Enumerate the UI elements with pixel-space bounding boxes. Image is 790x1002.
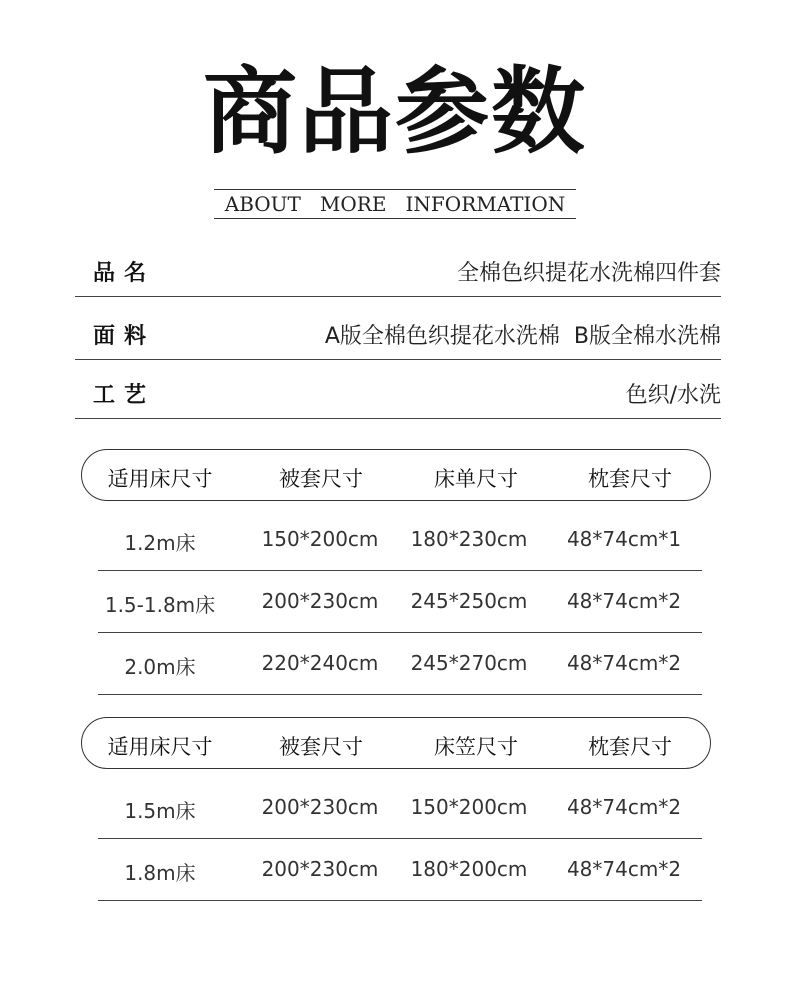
header-cell: 被套尺寸 bbox=[279, 467, 363, 491]
table-cell: 1.2m床 bbox=[124, 531, 196, 555]
table-cell: 220*240cm bbox=[261, 651, 379, 675]
table-cell: 200*230cm bbox=[261, 857, 379, 881]
page-subtitle: ABOUT MORE INFORMATION bbox=[214, 189, 576, 219]
table-cell: 150*200cm bbox=[261, 527, 379, 551]
table-cell: 1.8m床 bbox=[124, 861, 196, 885]
header-cell: 枕套尺寸 bbox=[588, 467, 672, 491]
header-cell: 适用床尺寸 bbox=[107, 467, 213, 491]
header-cell: 床笠尺寸 bbox=[434, 735, 518, 759]
table-cell: 1.5m床 bbox=[124, 799, 196, 823]
table-cell: 245*270cm bbox=[410, 651, 528, 675]
header-cell: 床单尺寸 bbox=[434, 467, 518, 491]
size-table-2-header bbox=[81, 717, 711, 769]
table-cell: 180*230cm bbox=[410, 527, 528, 551]
table-row bbox=[98, 838, 702, 901]
param-value: A版全棉色织提花水洗棉 B版全棉水洗棉 bbox=[324, 323, 721, 349]
table-row bbox=[98, 508, 702, 571]
table-cell: 2.0m床 bbox=[124, 655, 196, 679]
table-cell: 200*230cm bbox=[261, 795, 379, 819]
page-title: 商品参数 bbox=[202, 58, 587, 167]
size-table-1-header bbox=[81, 449, 711, 501]
table-row bbox=[98, 570, 702, 633]
table-cell: 48*74cm*1 bbox=[566, 527, 682, 551]
header-cell: 被套尺寸 bbox=[279, 735, 363, 759]
table-cell: 245*250cm bbox=[410, 589, 528, 613]
table-row bbox=[98, 632, 702, 695]
param-row-name bbox=[75, 246, 721, 297]
param-label: 工艺 bbox=[93, 382, 156, 408]
table-cell: 48*74cm*2 bbox=[566, 795, 682, 819]
table-cell: 48*74cm*2 bbox=[566, 857, 682, 881]
header-cell: 枕套尺寸 bbox=[588, 735, 672, 759]
table-cell: 150*200cm bbox=[410, 795, 528, 819]
param-row-fabric bbox=[75, 309, 721, 360]
table-cell: 48*74cm*2 bbox=[566, 589, 682, 613]
param-row-craft bbox=[75, 368, 721, 419]
param-value: 色织/水洗 bbox=[625, 382, 721, 408]
param-label: 面料 bbox=[93, 323, 156, 349]
table-cell: 48*74cm*2 bbox=[566, 651, 682, 675]
table-cell: 200*230cm bbox=[261, 589, 379, 613]
param-value: 全棉色织提花水洗棉四件套 bbox=[456, 260, 721, 286]
header-cell: 适用床尺寸 bbox=[107, 735, 213, 759]
param-label: 品名 bbox=[93, 260, 156, 286]
table-cell: 180*200cm bbox=[410, 857, 528, 881]
table-cell: 1.5-1.8m床 bbox=[104, 593, 216, 617]
table-row bbox=[98, 776, 702, 839]
